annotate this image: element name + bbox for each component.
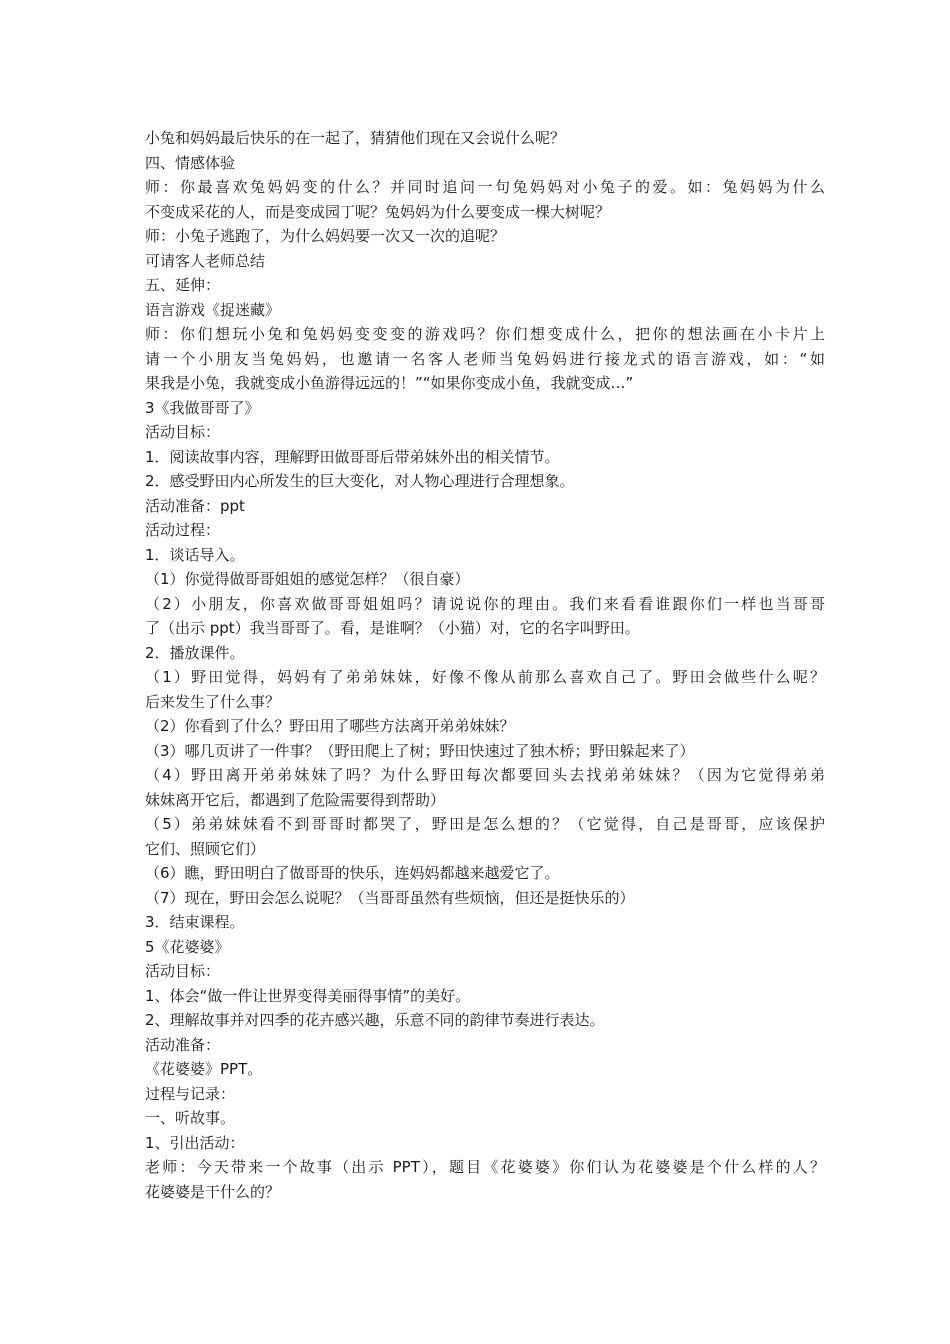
text-line: 活动目标： [145,423,221,441]
text-line: 老师：今天带来一个故事（出示 PPT），题目《花婆婆》你们认为花婆婆是个什么样的人？ [145,1158,825,1176]
text-line: 过程与记录： [145,1084,236,1103]
section-heading: 四、情感体验 [145,153,236,172]
section-heading: 一、听故事。 [145,1109,236,1127]
text-line: 2．播放课件。 [145,643,245,662]
text-line: 师：小兔子逃跑了，为什么妈妈要一次又一次的追呢？ [145,227,506,245]
text-line: 可请客人老师总结 [145,251,266,270]
text-line: 活动准备：ppt [145,496,245,515]
section-heading: 五、延伸： [145,276,221,294]
text-line: 了（出示 ppt）我当哥哥了。看，是谁啊？（小猫）对，它的名字叫野田。 [145,619,640,637]
text-line: 请一个小朋友当兔妈妈，也邀请一名客人老师当兔妈妈进行接龙式的语言游戏，如：“如 [145,349,825,368]
text-line: 语言游戏《捉迷藏》 [145,300,281,319]
text-line: 1．谈话导入。 [145,545,245,564]
text-line: 1、引出活动： [145,1133,245,1152]
lesson-title: 3《我做哥哥了》 [145,398,260,417]
text-line: 师：你们想玩小兔和兔妈妈变变变的游戏吗？你们想变成什么，把你的想法画在小卡片上 [145,325,825,343]
text-line: （2）你看到了什么？野田用了哪些方法离开弟弟妹妹？ [145,717,515,735]
text-line: 后来发生了什么事？ [145,692,281,711]
text-line: 《花婆婆》PPT。 [145,1060,263,1078]
text-line: （5）弟弟妹妹看不到哥哥时都哭了，野田是怎么想的？（它觉得，自己是哥哥，应该保护 [145,815,825,833]
text-line: 花婆婆是干什么的？ [145,1182,281,1201]
text-line: 3．结束课程。 [145,913,245,931]
text-line: 小兔和妈妈最后快乐的在一起了，猜猜他们现在又会说什么呢？ [145,129,566,147]
text-line: （7）现在，野田会怎么说呢？（当哥哥虽然有些烦恼，但还是挺快乐的） [145,888,635,907]
text-line: 2、理解故事并对四季的花卉感兴趣，乐意不同的韵律节奏进行表达。 [145,1011,605,1029]
text-line: 活动准备： [145,1035,221,1054]
text-line: （2）小朋友，你喜欢做哥哥姐姐吗？请说说你的理由。我们来看看谁跟你们一样也当哥哥 [145,594,825,613]
text-line: 1．阅读故事内容，理解野田做哥哥后带弟妹外出的相关情节。 [145,447,560,466]
text-line: 果我是小兔，我就变成小鱼游得远远的！”“如果你变成小鱼，我就变成…” [145,374,634,392]
text-line: （1）野田觉得，妈妈有了弟弟妹妹，好像不像从前那么喜欢自己了。野田会做些什么呢？ [145,668,825,686]
lesson-title: 5《花婆婆》 [145,937,230,956]
text-line: （6）瞧，野田明白了做哥哥的快乐，连妈妈都越来越爱它了。 [145,864,560,882]
text-line: 师：你最喜欢兔妈妈变的什么？并同时追问一句兔妈妈对小兔子的爱。如：兔妈妈为什么 [145,178,825,196]
text-line: 活动过程： [145,521,221,539]
text-line: （4）野田离开弟弟妹妹了吗？为什么野田每次都要回头去找弟弟妹妹？（因为它觉得弟弟 [145,766,825,784]
text-line: 1、体会“做一件让世界变得美丽得事情”的美好。 [145,986,471,1005]
text-line: 2．感受野田内心所发生的巨大变化，对人物心理进行合理想象。 [145,472,575,490]
text-line: （3）哪几页讲了一件事？（野田爬上了树；野田快速过了独木桥；野田躲起来了） [145,741,695,760]
text-line: 不变成采花的人，而是变成园丁呢？兔妈妈为什么要变成一棵大树呢？ [145,202,611,221]
document-body [145,126,825,1204]
text-line: 它们、照顾它们） [145,839,266,858]
text-line: （1）你觉得做哥哥姐姐的感觉怎样？（很自豪） [145,570,470,588]
text-line: 妹妹离开它后，都遇到了危险需要得到帮助） [145,790,446,809]
text-line: 活动目标： [145,962,221,980]
